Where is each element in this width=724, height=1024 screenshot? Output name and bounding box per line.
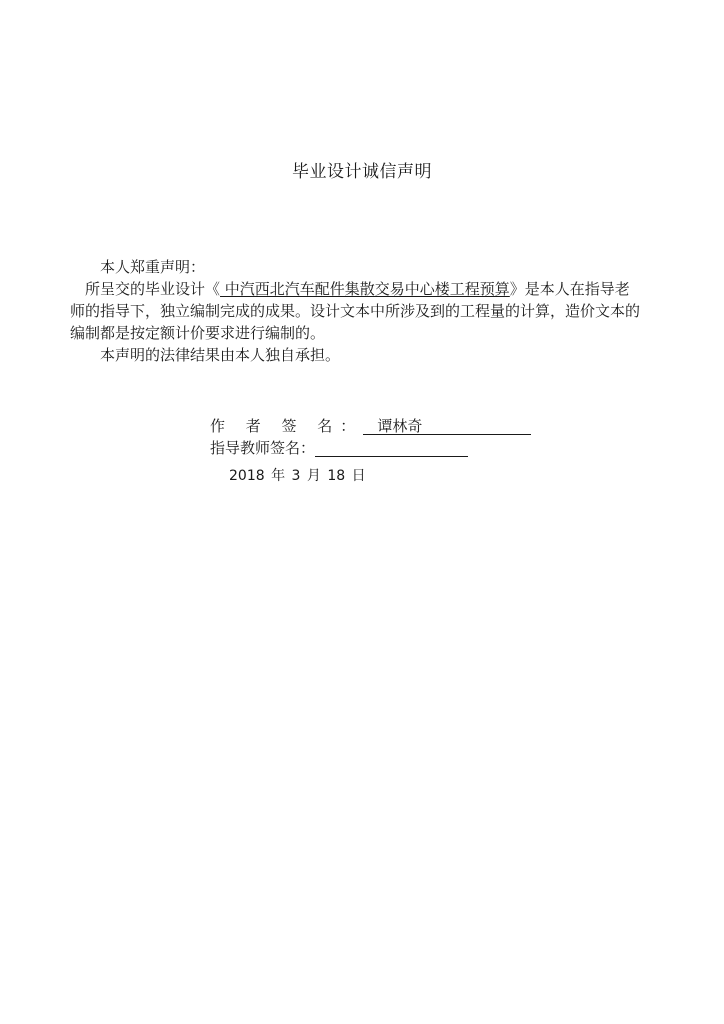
advisor-signature-row — [210, 437, 531, 459]
paragraph-prefix: 所呈交的毕业设计《 — [85, 280, 221, 298]
author-signature-label: 作 者 签 名： — [210, 417, 364, 435]
declaration-liability: 本声明的法律结果由本人独自承担。 — [100, 346, 341, 364]
declaration-paragraph — [70, 278, 640, 344]
declaration-body — [70, 256, 640, 366]
date-month-unit: 月 — [306, 468, 321, 484]
project-title: 中汽西北汽车配件集散交易中心楼工程预算 — [220, 280, 510, 298]
signature-block — [210, 415, 531, 459]
author-name: 谭林奇 — [377, 417, 423, 435]
author-signature-line — [363, 417, 531, 435]
author-signature-row — [210, 415, 531, 437]
advisor-signature-line — [315, 438, 468, 457]
page-title: 毕业设计诚信声明 — [292, 162, 432, 182]
date-month: 3 — [291, 468, 301, 484]
date-year-unit: 年 — [271, 468, 286, 484]
date-day: 18 — [327, 468, 346, 484]
signature-date — [229, 465, 366, 487]
advisor-signature-label: 指导教师签名： — [210, 439, 316, 457]
date-year: 2018 — [229, 468, 265, 484]
paragraph-suffix: 》是本人在指导老师的指导下，独立编制完成的成果。设计文本中所涉及到的工程量的计算，造价文本的编制都是按定额计价要求进行编制的。 — [70, 280, 641, 342]
date-day-unit: 日 — [351, 468, 366, 484]
declaration-opening: 本人郑重声明： — [100, 258, 206, 276]
